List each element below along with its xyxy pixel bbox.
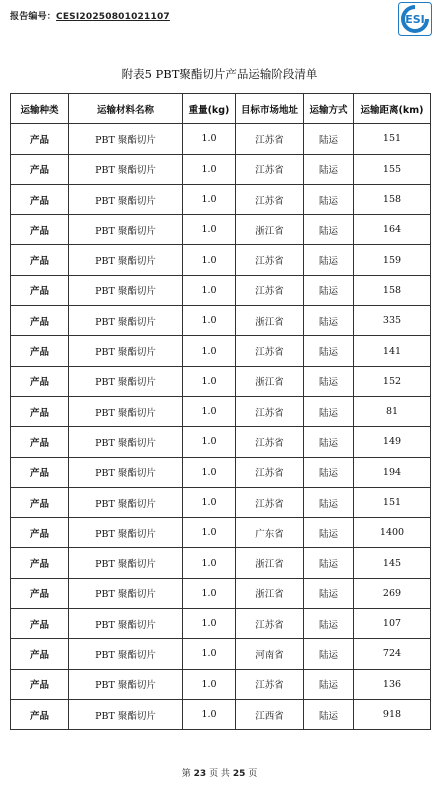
distance-cell: 164 [354,215,431,245]
market-address-cell: 江苏省 [236,184,304,214]
transport-mode-cell: 陆运 [304,518,354,548]
weight-cell: 1.0 [183,366,236,396]
material-name-cell: PBT 聚酯切片 [69,396,183,426]
weight-cell: 1.0 [183,609,236,639]
market-address-cell: 浙江省 [236,306,304,336]
transport-mode-cell: 陆运 [304,669,354,699]
market-address-cell: 江苏省 [236,487,304,517]
transport-mode-cell: 陆运 [304,609,354,639]
market-address-cell: 浙江省 [236,578,304,608]
weight-cell: 1.0 [183,336,236,366]
weight-cell: 1.0 [183,184,236,214]
table-row [11,639,431,669]
transport-mode-cell: 陆运 [304,487,354,517]
weight-cell: 1.0 [183,396,236,426]
table-row [11,427,431,457]
transport-type-cell: 产品 [11,487,69,517]
weight-cell: 1.0 [183,669,236,699]
total-page-number: 25 [232,769,246,779]
material-name-cell: PBT 聚酯切片 [69,699,183,729]
distance-cell: 152 [354,366,431,396]
material-name-cell: PBT 聚酯切片 [69,336,183,366]
weight-cell: 1.0 [183,427,236,457]
transport-mode-cell: 陆运 [304,215,354,245]
distance-cell: 141 [354,336,431,366]
material-name-cell: PBT 聚酯切片 [69,518,183,548]
market-address-cell: 江苏省 [236,275,304,305]
table-header-row [11,94,431,124]
transport-type-cell: 产品 [11,245,69,275]
transport-type-cell: 产品 [11,699,69,729]
page-footer [0,766,439,779]
transport-mode-cell: 陆运 [304,699,354,729]
material-name-cell: PBT 聚酯切片 [69,215,183,245]
distance-cell: 269 [354,578,431,608]
material-name-cell: PBT 聚酯切片 [69,457,183,487]
transport-mode-cell: 陆运 [304,427,354,457]
market-address-cell: 江苏省 [236,427,304,457]
distance-cell: 158 [354,275,431,305]
weight-cell: 1.0 [183,699,236,729]
transport-mode-cell: 陆运 [304,154,354,184]
weight-cell: 1.0 [183,578,236,608]
distance-cell: 107 [354,609,431,639]
distance-cell: 159 [354,245,431,275]
market-address-cell: 河南省 [236,639,304,669]
distance-cell: 151 [354,487,431,517]
market-address-cell: 江苏省 [236,245,304,275]
column-header: 运输方式 [304,94,354,124]
table-row [11,336,431,366]
table-row [11,306,431,336]
current-page-number: 23 [193,769,207,779]
market-address-cell: 江苏省 [236,457,304,487]
transport-type-cell: 产品 [11,336,69,366]
material-name-cell: PBT 聚酯切片 [69,306,183,336]
footer-prefix: 第 [181,769,191,779]
footer-suffix: 页 [248,769,258,779]
transport-mode-cell: 陆运 [304,639,354,669]
column-header: 运输材料名称 [69,94,183,124]
transport-type-cell: 产品 [11,578,69,608]
transport-mode-cell: 陆运 [304,396,354,426]
weight-cell: 1.0 [183,275,236,305]
transport-type-cell: 产品 [11,154,69,184]
market-address-cell: 江苏省 [236,154,304,184]
weight-cell: 1.0 [183,548,236,578]
transport-type-cell: 产品 [11,306,69,336]
material-name-cell: PBT 聚酯切片 [69,245,183,275]
transport-type-cell: 产品 [11,669,69,699]
report-number-line [10,9,170,22]
transport-type-cell: 产品 [11,396,69,426]
distance-cell: 145 [354,548,431,578]
transport-mode-cell: 陆运 [304,184,354,214]
material-name-cell: PBT 聚酯切片 [69,669,183,699]
material-name-cell: PBT 聚酯切片 [69,609,183,639]
distance-cell: 151 [354,124,431,154]
table-row [11,124,431,154]
cesi-logo-icon [398,2,432,36]
transport-type-cell: 产品 [11,548,69,578]
transport-type-cell: 产品 [11,457,69,487]
table-row [11,396,431,426]
table-row [11,154,431,184]
material-name-cell: PBT 聚酯切片 [69,578,183,608]
transport-type-cell: 产品 [11,215,69,245]
transport-type-cell: 产品 [11,427,69,457]
distance-cell: 158 [354,184,431,214]
distance-cell: 335 [354,306,431,336]
material-name-cell: PBT 聚酯切片 [69,124,183,154]
table-row [11,184,431,214]
transport-mode-cell: 陆运 [304,366,354,396]
logo-text: ESI [405,13,425,26]
transport-type-cell: 产品 [11,518,69,548]
material-name-cell: PBT 聚酯切片 [69,154,183,184]
weight-cell: 1.0 [183,245,236,275]
column-header: 重量(kg) [183,94,236,124]
distance-cell: 1400 [354,518,431,548]
table-row [11,518,431,548]
report-number: CESI20250801021107 [56,12,170,22]
transport-type-cell: 产品 [11,366,69,396]
market-address-cell: 江苏省 [236,124,304,154]
material-name-cell: PBT 聚酯切片 [69,548,183,578]
weight-cell: 1.0 [183,457,236,487]
distance-cell: 918 [354,699,431,729]
table-row [11,245,431,275]
transport-mode-cell: 陆运 [304,124,354,154]
market-address-cell: 浙江省 [236,548,304,578]
table-row [11,669,431,699]
column-header: 运输种类 [11,94,69,124]
market-address-cell: 江苏省 [236,669,304,699]
market-address-cell: 江苏省 [236,396,304,426]
distance-cell: 81 [354,396,431,426]
table-row [11,366,431,396]
column-header: 目标市场地址 [236,94,304,124]
transport-mode-cell: 陆运 [304,306,354,336]
table-row [11,609,431,639]
weight-cell: 1.0 [183,639,236,669]
weight-cell: 1.0 [183,154,236,184]
distance-cell: 194 [354,457,431,487]
weight-cell: 1.0 [183,215,236,245]
material-name-cell: PBT 聚酯切片 [69,427,183,457]
transport-mode-cell: 陆运 [304,578,354,608]
table-row [11,275,431,305]
table-title: 附表5 PBT聚酯切片产品运输阶段清单 [121,67,318,81]
material-name-cell: PBT 聚酯切片 [69,487,183,517]
market-address-cell: 江苏省 [236,609,304,639]
transport-table [10,93,431,730]
transport-mode-cell: 陆运 [304,275,354,305]
report-number-label: 报告编号： [10,12,57,22]
transport-mode-cell: 陆运 [304,457,354,487]
distance-cell: 136 [354,669,431,699]
market-address-cell: 广东省 [236,518,304,548]
material-name-cell: PBT 聚酯切片 [69,184,183,214]
cesi-logo [398,2,432,36]
transport-type-cell: 产品 [11,124,69,154]
transport-type-cell: 产品 [11,639,69,669]
table-row [11,578,431,608]
transport-type-cell: 产品 [11,184,69,214]
weight-cell: 1.0 [183,306,236,336]
market-address-cell: 江西省 [236,699,304,729]
material-name-cell: PBT 聚酯切片 [69,366,183,396]
transport-type-cell: 产品 [11,275,69,305]
distance-cell: 149 [354,427,431,457]
distance-cell: 724 [354,639,431,669]
table-row [11,215,431,245]
transport-mode-cell: 陆运 [304,336,354,366]
weight-cell: 1.0 [183,518,236,548]
weight-cell: 1.0 [183,487,236,517]
material-name-cell: PBT 聚酯切片 [69,639,183,669]
footer-middle: 页 共 [209,769,230,779]
market-address-cell: 江苏省 [236,336,304,366]
table-row [11,487,431,517]
market-address-cell: 浙江省 [236,215,304,245]
table-body [11,124,431,730]
table-row [11,548,431,578]
table-row [11,457,431,487]
transport-mode-cell: 陆运 [304,548,354,578]
transport-type-cell: 产品 [11,609,69,639]
column-header: 运输距离(km) [354,94,431,124]
market-address-cell: 浙江省 [236,366,304,396]
transport-mode-cell: 陆运 [304,245,354,275]
table-row [11,699,431,729]
material-name-cell: PBT 聚酯切片 [69,275,183,305]
weight-cell: 1.0 [183,124,236,154]
distance-cell: 155 [354,154,431,184]
